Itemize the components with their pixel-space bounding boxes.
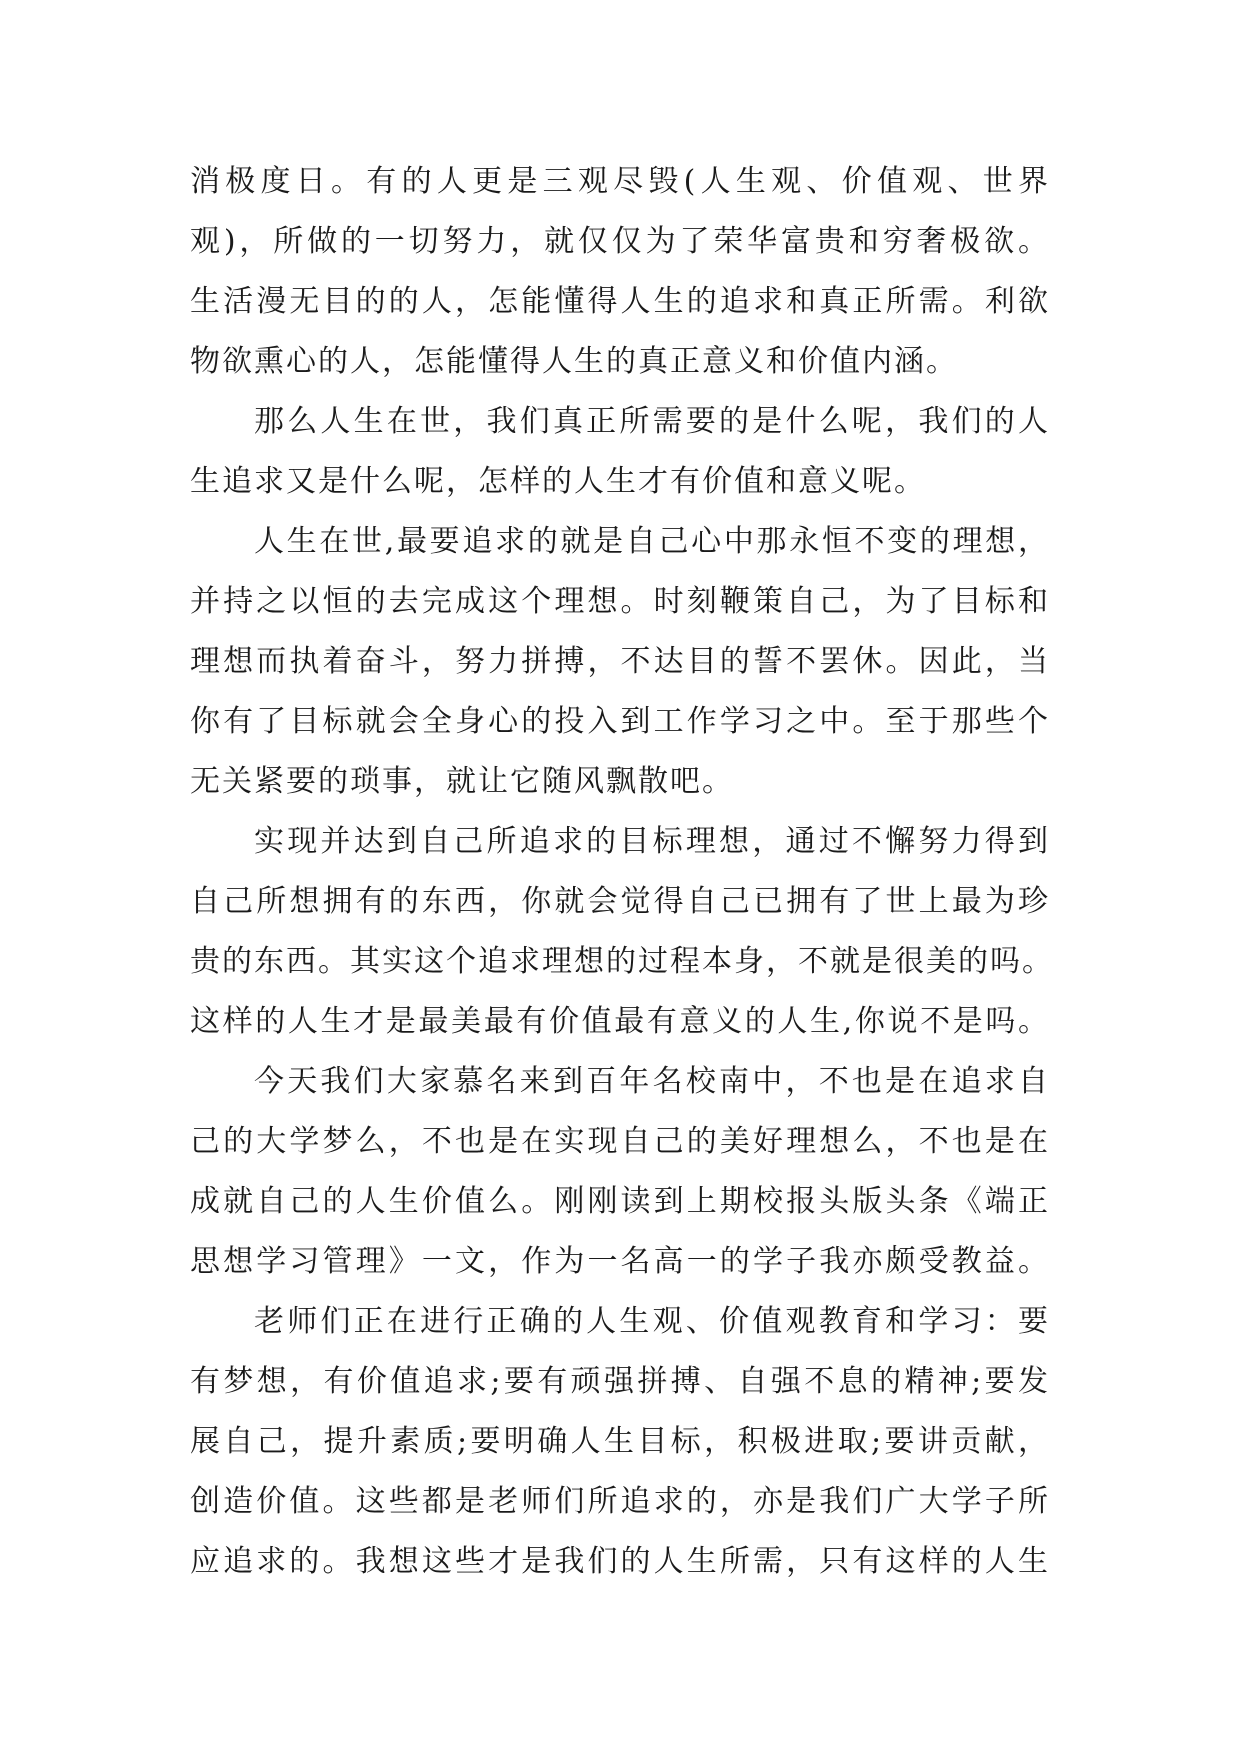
body-text xyxy=(190,152,1054,1592)
text-line: 贵的东西。其实这个追求理想的过程本身，不就是很美的吗。 xyxy=(190,944,1054,979)
text-line: 今天我们大家慕名来到百年名校南中，不也是在追求自 xyxy=(254,1064,1050,1099)
text-line: 自己所想拥有的东西，你就会觉得自己已拥有了世上最为珍 xyxy=(190,884,1050,919)
text-line: 生活漫无目的的人，怎能懂得人生的追求和真正所需。利欲 xyxy=(190,284,1050,319)
text-line: 有梦想，有价值追求;要有顽强拼搏、自强不息的精神;要发 xyxy=(190,1364,1050,1399)
text-line: 己的大学梦么，不也是在实现自己的美好理想么，不也是在 xyxy=(190,1124,1050,1159)
text-line: 展自己，提升素质;要明确人生目标，积极进取;要讲贡献， xyxy=(190,1424,1050,1459)
text-line: 人生在世,最要追求的就是自己心中那永恒不变的理想， xyxy=(254,524,1050,559)
text-line: 这样的人生才是最美最有价值最有意义的人生,你说不是吗。 xyxy=(190,1004,1050,1039)
text-line: 并持之以恒的去完成这个理想。时刻鞭策自己，为了目标和 xyxy=(190,584,1050,619)
text-line: 那么人生在世，我们真正所需要的是什么呢，我们的人 xyxy=(254,404,1050,439)
text-line: 无关紧要的琐事，就让它随风飘散吧。 xyxy=(190,764,734,799)
text-line: 物欲熏心的人，怎能懂得人生的真正意义和价值内涵。 xyxy=(190,344,958,379)
text-line: 成就自己的人生价值么。刚刚读到上期校报头版头条《端正 xyxy=(190,1184,1050,1219)
text-line: 你有了目标就会全身心的投入到工作学习之中。至于那些个 xyxy=(190,704,1050,739)
text-line: 实现并达到自己所追求的目标理想，通过不懈努力得到 xyxy=(254,824,1050,859)
text-line: 观)，所做的一切努力，就仅仅为了荣华富贵和穷奢极欲。 xyxy=(190,224,1050,259)
text-line: 思想学习管理》一文，作为一名高一的学子我亦颇受教益。 xyxy=(190,1244,1050,1279)
text-line: 消极度日。有的人更是三观尽毁(人生观、价值观、世界 xyxy=(190,164,1050,199)
text-line: 生追求又是什么呢，怎样的人生才有价值和意义呢。 xyxy=(190,464,926,499)
text-line: 理想而执着奋斗，努力拼搏，不达目的誓不罢休。因此，当 xyxy=(190,644,1050,679)
text-line: 老师们正在进行正确的人生观、价值观教育和学习：要 xyxy=(254,1304,1050,1339)
text-line: 创造价值。这些都是老师们所追求的，亦是我们广大学子所 xyxy=(190,1484,1050,1519)
text-line: 应追求的。我想这些才是我们的人生所需，只有这样的人生 xyxy=(190,1544,1050,1579)
